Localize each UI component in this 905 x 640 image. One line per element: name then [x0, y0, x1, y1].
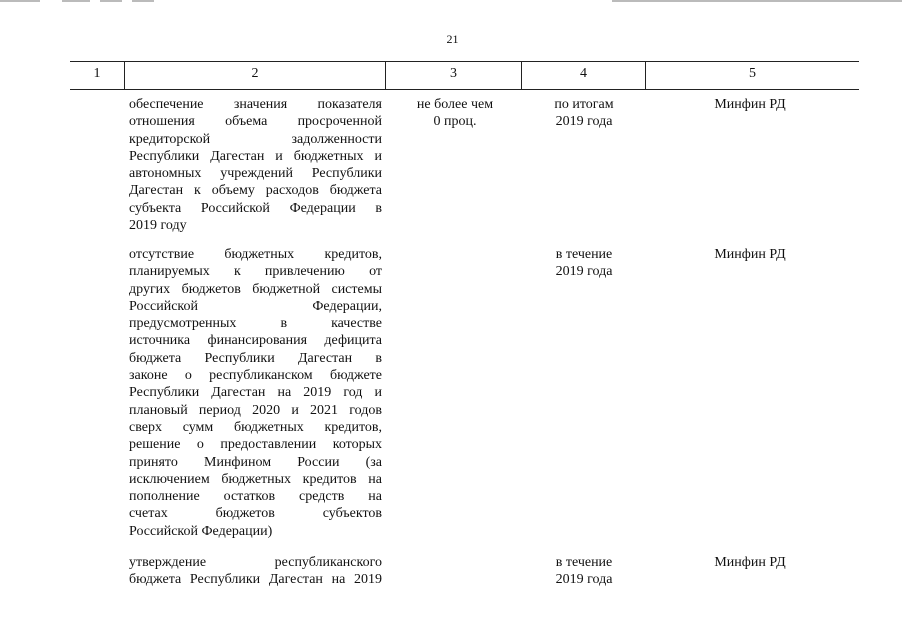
row-2-line: сверх сумм бюджетных кредитов,: [129, 419, 382, 435]
row-2-line: плановый период 2020 и 2021 годов: [129, 402, 382, 418]
row-2-line: исключением бюджетных кредитов на: [129, 471, 382, 487]
row-2-line: пополнение остатков средств на: [129, 489, 382, 505]
row-1-target-value: [400, 96, 510, 131]
row-1-line: кредиторской задолженности: [129, 131, 382, 147]
header-col-5: 5: [749, 66, 756, 81]
row-1-target-line: не более чем: [416, 97, 494, 112]
row-1-line: Республики Дагестан и бюджетных и: [129, 148, 382, 164]
row-2-responsible: Минфин РД: [714, 247, 786, 262]
page-number: 21: [446, 32, 459, 46]
row-2-line: предусмотренных в качестве: [129, 316, 382, 332]
header-col-1: 1: [93, 66, 101, 81]
row-2-line: счетах бюджетов субъектов: [129, 506, 382, 522]
row-2-line: других бюджетов бюджетной системы: [129, 281, 382, 297]
row-3-line: бюджета Республики Дагестан на 2019: [129, 572, 382, 588]
row-2-line: источника финансирования дефицита: [129, 333, 382, 349]
row-2-line: законе о республиканском бюджете: [129, 368, 382, 384]
row-2-deadline: [525, 246, 643, 281]
row-1-line: 2019 году: [129, 218, 187, 234]
row-2-description: [129, 246, 382, 540]
header-col-4: 4: [580, 66, 587, 81]
row-2-deadline-line: в течение: [555, 247, 613, 262]
header-col-2: 2: [251, 66, 259, 81]
row-2-line: принято Минфином России (за: [129, 454, 382, 470]
row-1-line: Дагестан к объему расходов бюджета: [129, 183, 382, 199]
row-2-line: бюджета Республики Дагестан в: [129, 350, 382, 366]
row-3-deadline-line: 2019 года: [555, 572, 613, 588]
row-1-line: автономных учреждений Республики: [129, 166, 382, 182]
row-1-deadline-line: по итогам: [554, 97, 614, 112]
row-2-line: отсутствие бюджетных кредитов,: [129, 247, 382, 262]
row-2-line: Российской Федерации,: [129, 298, 382, 314]
table-top-border: [70, 61, 859, 62]
table-header-bottom-border: [70, 89, 859, 90]
row-3-line: утверждение республиканского: [129, 555, 382, 570]
row-2-line: решение о предоставлении которых: [129, 437, 382, 453]
row-2-line: Российской Федерации): [129, 523, 273, 539]
row-1-line: обеспечение значения показателя: [129, 97, 382, 112]
row-3-description: [129, 554, 382, 589]
row-1-line: субъекта Российской Федерации в: [129, 200, 382, 216]
row-2-line: Республики Дагестан на 2019 год и: [129, 385, 382, 401]
row-1-line: отношения объема просроченной: [129, 114, 382, 130]
row-3-responsible: Минфин РД: [714, 555, 786, 570]
row-1-deadline-line: 2019 года: [555, 114, 613, 130]
scan-edge-marks: [0, 0, 905, 6]
row-2-deadline-line: 2019 года: [555, 264, 613, 280]
row-1-description: [129, 96, 382, 234]
row-3-deadline-line: в течение: [555, 555, 613, 570]
row-2-line: планируемых к привлечению от: [129, 264, 382, 280]
row-1-target-line: 0 проц.: [433, 114, 477, 130]
header-col-3: 3: [450, 66, 457, 81]
row-1-deadline: [525, 96, 643, 131]
row-3-deadline: [525, 554, 643, 589]
row-1-responsible: Минфин РД: [714, 97, 786, 112]
